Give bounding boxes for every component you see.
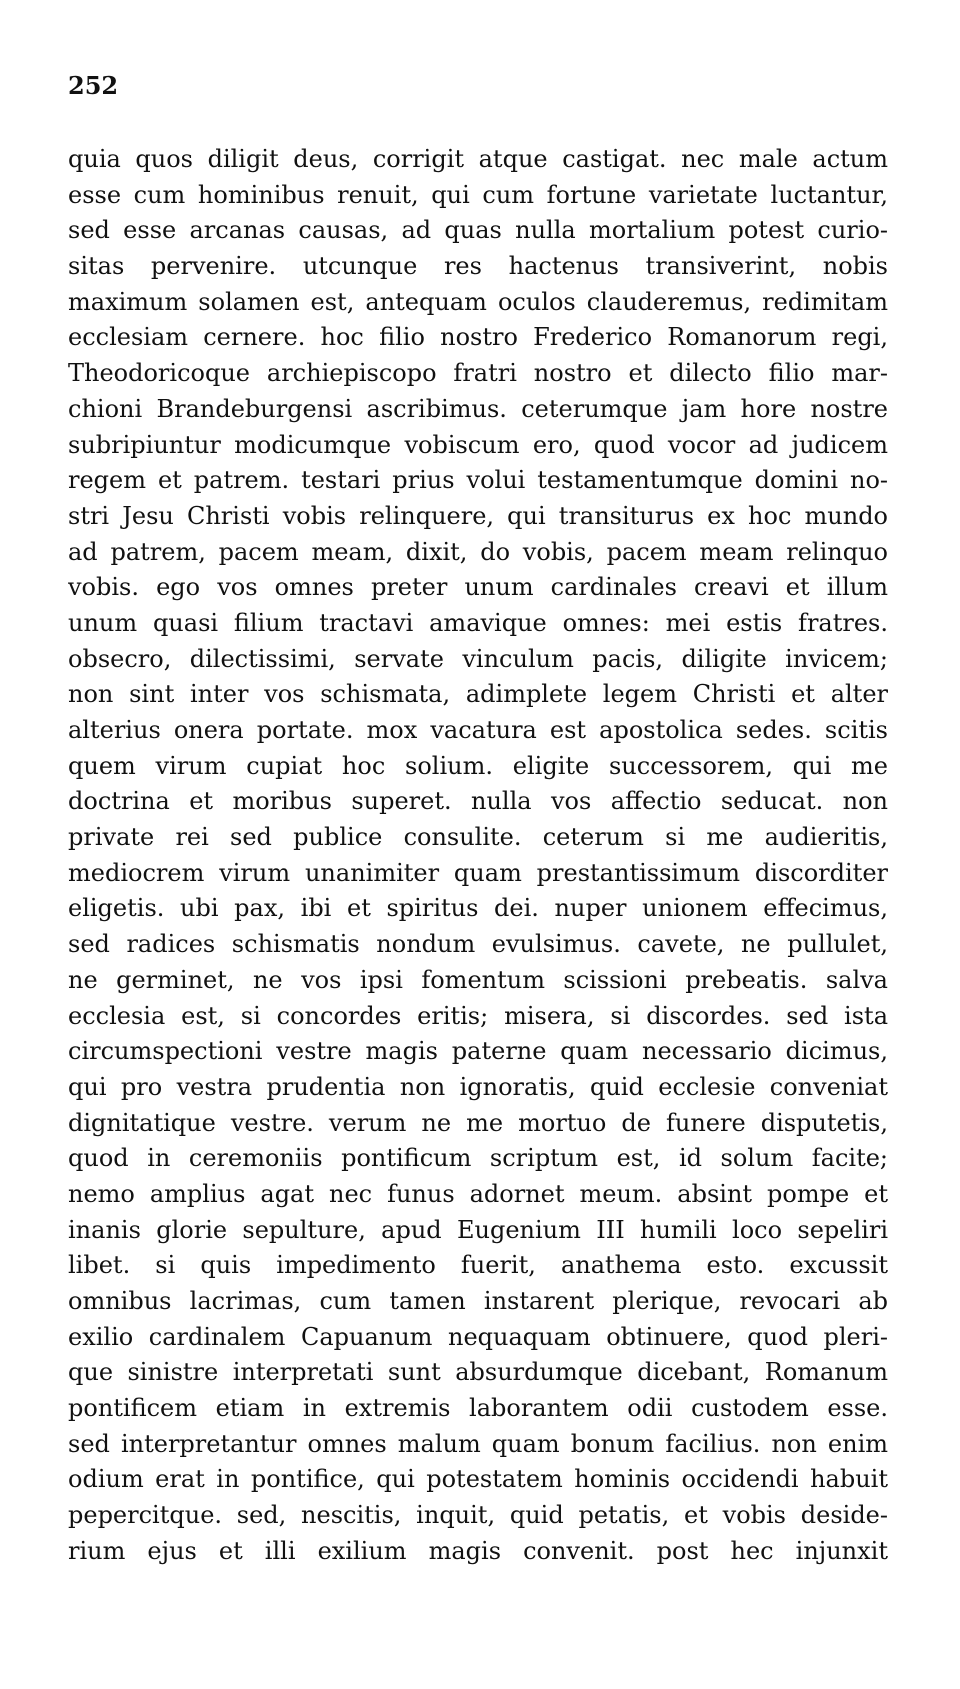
text-line: dignitatique vestre. verum ne me mortuo de funere disputetis,: [68, 1108, 888, 1137]
text-line: que sinistre interpretati sunt absurdumque dicebant, Romanum: [68, 1358, 888, 1387]
text-line: quod in ceremoniis pontificum scriptum est, id solum facite;: [68, 1144, 888, 1173]
text-line: qui pro vestra prudentia non ignoratis, quid ecclesie conveniat: [68, 1072, 888, 1101]
text-line: regem et patrem. testari prius volui testamentumque domini no-: [68, 466, 888, 495]
text-line: omnibus lacrimas, cum tamen instarent plerique, revocari ab: [68, 1287, 888, 1315]
text-line: chioni Brandeburgensi ascribimus. ceterumque jam hore nostre: [68, 394, 888, 423]
text-line: circumspectioni vestre magis paterne quam necessario dicimus,: [68, 1037, 888, 1066]
text-line: obsecro, dilectissimi, servate vinculum pacis, diligite invicem;: [68, 644, 888, 673]
text-line: exilio cardinalem Capuanum nequaquam obtinuere, quod pleri-: [68, 1322, 888, 1351]
text-line: sed esse arcanas causas, ad quas nulla mortalium potest curio-: [68, 216, 888, 245]
page-number: 252: [68, 71, 119, 100]
text-line: pontificem etiam in extremis laborantem odii custodem esse.: [68, 1394, 888, 1423]
text-line: private rei sed publice consulite. ceterum si me audieritis,: [68, 823, 888, 852]
text-line: odium erat in pontifice, qui potestatem hominis occidendi habuit: [68, 1465, 888, 1494]
text-line: mediocrem virum unanimiter quam prestantissimum discorditer: [68, 858, 888, 887]
body-text: [68, 142, 888, 1570]
text-line: inanis glorie sepulture, apud Eugenium III humili loco sepeliri: [68, 1215, 888, 1244]
text-line: sed interpretantur omnes malum quam bonum facilius. non enim: [68, 1429, 888, 1458]
text-line: stri Jesu Christi vobis relinquere, qui transiturus ex hoc mundo: [68, 501, 888, 530]
text-line: doctrina et moribus superet. nulla vos affectio seducat. non: [68, 787, 888, 816]
text-line: sed radices schismatis nondum evulsimus. cavete, ne pullulet,: [68, 930, 888, 959]
text-line: ne germinet, ne vos ipsi fomentum scissioni prebeatis. salva: [68, 965, 888, 994]
text-line: non sint inter vos schismata, adimplete legem Christi et alter: [68, 680, 888, 709]
text-line: quem virum cupiat hoc solium. eligite successorem, qui me: [68, 751, 888, 780]
text-line: ad patrem, pacem meam, dixit, do vobis, pacem meam relinquo: [68, 537, 888, 566]
text-line: sitas pervenire. utcunque res hactenus transiverint, nobis: [68, 252, 888, 281]
text-line: quia quos diligit deus, corrigit atque castigat. nec male actum: [68, 145, 888, 173]
text-line: ecclesiam cernere. hoc filio nostro Frederico Romanorum regi,: [68, 323, 888, 352]
text-line: eligetis. ubi pax, ibi et spiritus dei. nuper unionem effecimus,: [68, 894, 888, 923]
text-line: unum quasi filium tractavi amavique omnes: mei estis fratres.: [68, 608, 888, 637]
text-line: rium ejus et illi exilium magis convenit. post hec injunxit: [68, 1536, 888, 1565]
text-line: Theodoricoque archiepiscopo fratri nostro et dilecto filio mar-: [68, 359, 888, 388]
text-line: pepercitque. sed, nescitis, inquit, quid petatis, et vobis deside-: [68, 1501, 888, 1530]
text-line: maximum solamen est, antequam oculos clauderemus, redimitam: [68, 287, 888, 316]
text-line: alterius onera portate. mox vacatura est apostolica sedes. scitis: [68, 716, 888, 744]
text-line: subripiuntur modicumque vobiscum ero, quod vocor ad judicem: [68, 430, 888, 459]
text-line: vobis. ego vos omnes preter unum cardinales creavi et illum: [68, 573, 888, 602]
text-line: ecclesia est, si concordes eritis; misera, si discordes. sed ista: [68, 1001, 888, 1030]
text-line: esse cum hominibus renuit, qui cum fortune varietate luctantur,: [68, 180, 888, 209]
text-line: libet. si quis impedimento fuerit, anathema esto. excussit: [68, 1251, 888, 1280]
text-line: nemo amplius agat nec funus adornet meum. absint pompe et: [68, 1179, 888, 1208]
